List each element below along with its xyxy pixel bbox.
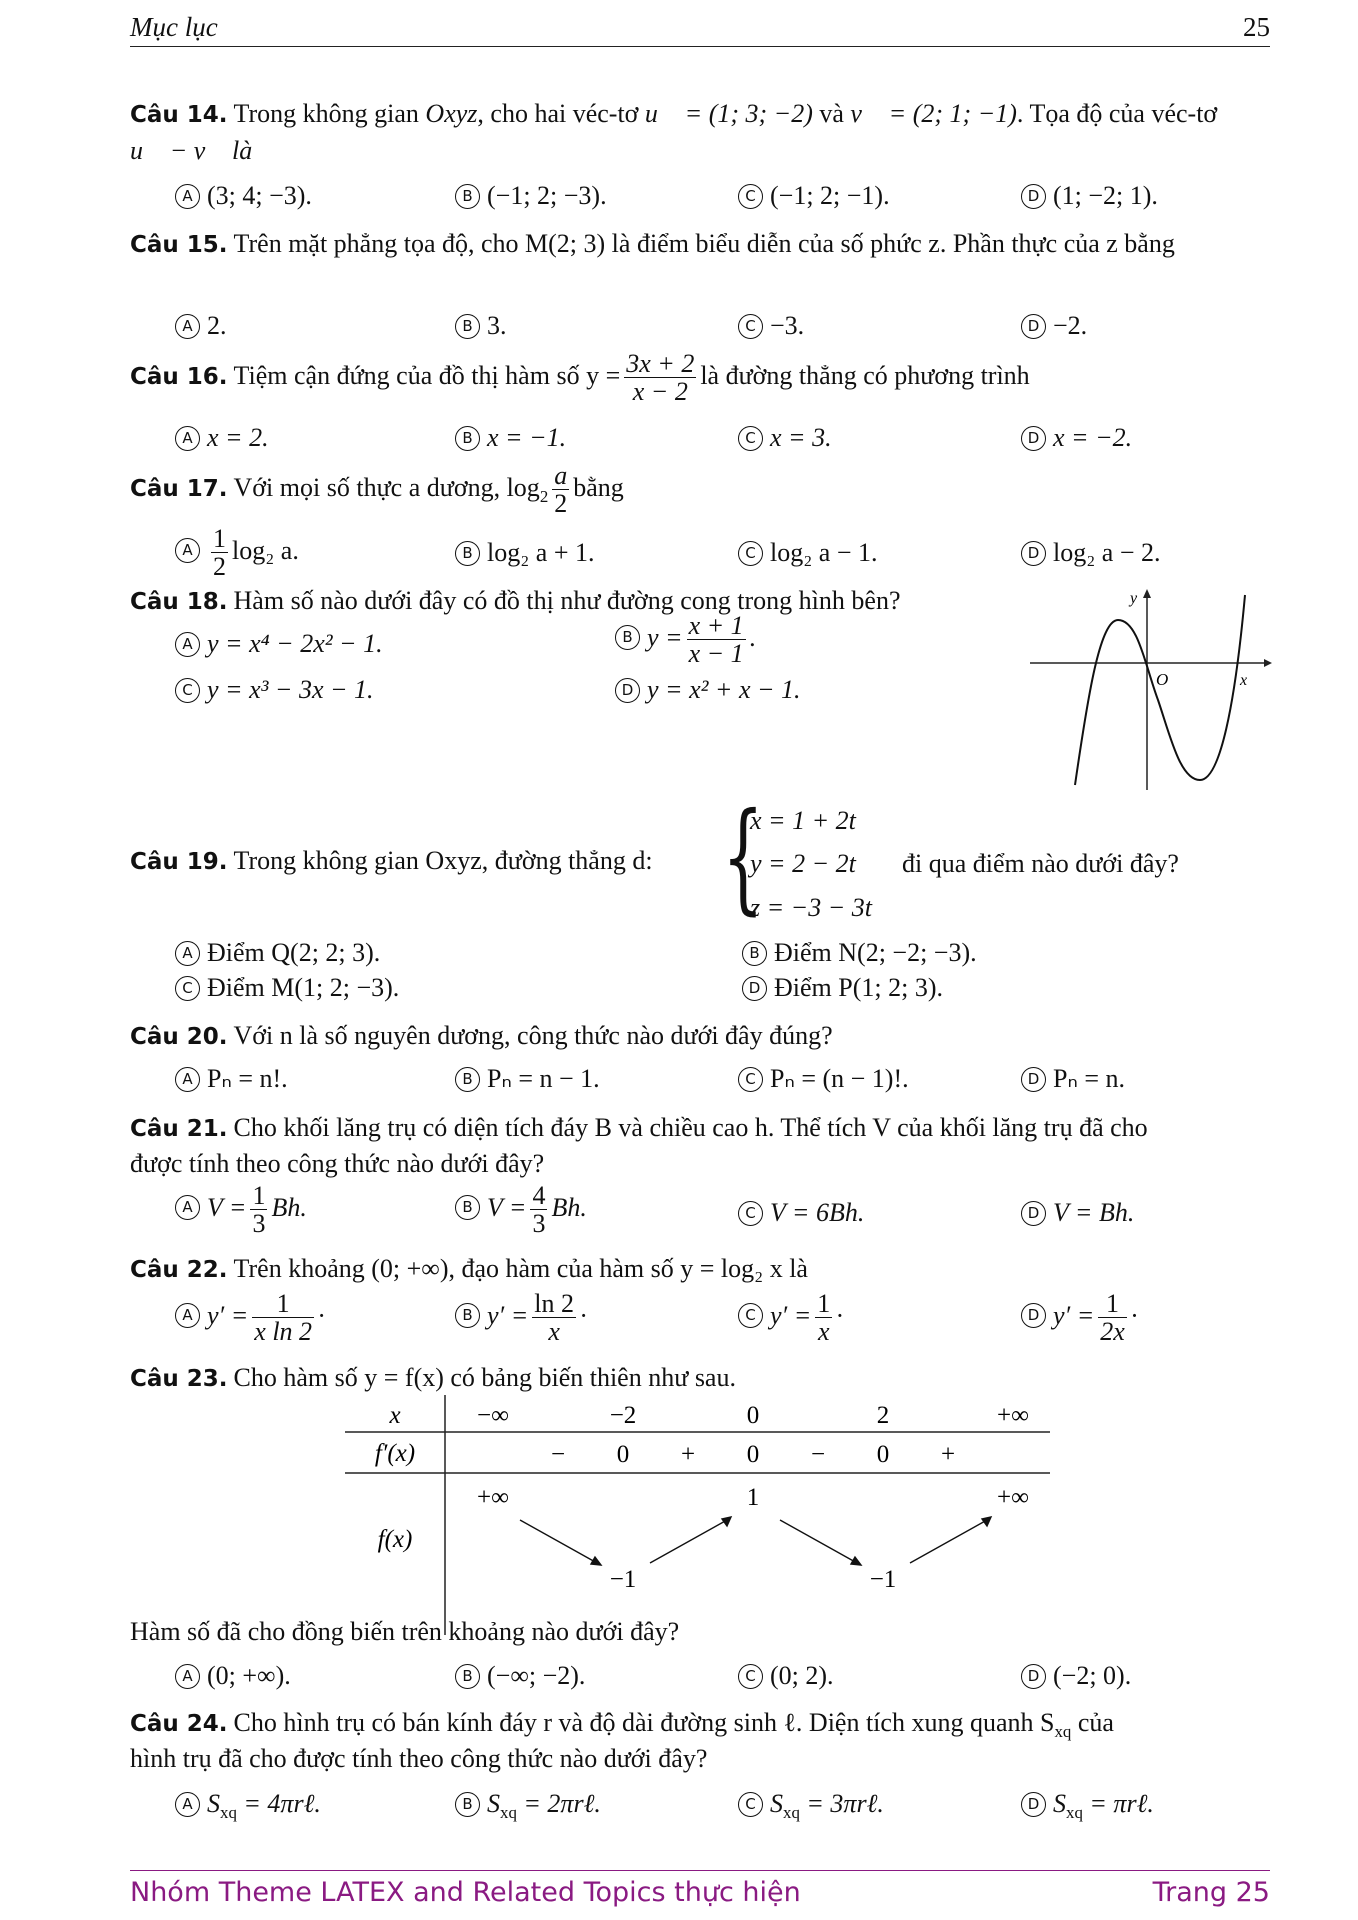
- f-bottom-2: −1: [869, 1566, 897, 1593]
- q15-option-a[interactable]: A 2.: [175, 310, 227, 341]
- footer-credit: Nhóm Theme LATEX and Related Topics thực hiện: [130, 1877, 801, 1908]
- q24-option-b[interactable]: B $S_{xq}$ = 2πrℓ.: [455, 1788, 601, 1823]
- cubic-graph-figure: [1030, 585, 1280, 790]
- q22-option-a[interactable]: A y′ = $\frac{1}{\text{x ln 2}}$ ·: [175, 1290, 325, 1346]
- q22-option-c[interactable]: C y′ = $\frac{1}{x}$ ·: [738, 1290, 843, 1346]
- question-16: Câu 16. Tiệm cận đứng của đồ thị hàm số y = $\frac{3x + 2}{x - 2}$ là đường thẳng có phương trình: [130, 349, 1030, 407]
- question-20: Câu 20. Với n là số nguyên dương, công thức nào dưới đây đúng?: [130, 1021, 833, 1050]
- q18-option-b[interactable]: B y = $\frac{x + 1}{x - 1}$ .: [615, 612, 756, 668]
- question-19: Câu 19. Trong không gian Oxyz, đường thẳng d:: [130, 846, 653, 875]
- x-axis-arrow: [1264, 659, 1272, 667]
- header-title: Mục lục: [130, 12, 218, 42]
- question-17: Câu 17. Với mọi số thực a dương, $\log_2$ $\frac{a}{2}$ bằng: [130, 461, 624, 519]
- q19-equation-3: z = −3 − 3t: [750, 893, 872, 922]
- page-header: [130, 10, 1270, 47]
- q18-option-a[interactable]: A y = x⁴ − 2x² − 1.: [175, 628, 383, 659]
- q16-option-c[interactable]: C x = 3.: [738, 422, 832, 453]
- cubic-curve: [1075, 595, 1248, 785]
- f-top-3: +∞: [997, 1484, 1029, 1511]
- q17-option-d[interactable]: D log₂ a − 2.: [1021, 537, 1161, 568]
- variation-table: [345, 1395, 1055, 1640]
- fprime-zero-2: 0: [746, 1441, 760, 1468]
- arrow-increase-2: [910, 1520, 987, 1563]
- q18-option-c[interactable]: C y = x³ − 3x − 1.: [175, 674, 374, 705]
- fprime-sign-3: −: [810, 1441, 826, 1468]
- y-axis-arrow: [1143, 589, 1151, 598]
- fprime-zero-3: 0: [876, 1441, 890, 1468]
- q20-option-c[interactable]: C Pₙ = (n − 1)!.: [738, 1063, 909, 1094]
- fprime-sign-2: +: [680, 1441, 696, 1468]
- q16-option-b[interactable]: B x = −1.: [455, 422, 566, 453]
- footer-page: Trang 25: [1152, 1877, 1270, 1908]
- q21-option-b[interactable]: B V = $\frac{4}{3}$ Bh.: [455, 1182, 587, 1238]
- question-23-prompt: Hàm số đã cho đồng biến trên khoảng nào dưới đây?: [130, 1617, 680, 1646]
- row-x-label: x: [389, 1402, 401, 1429]
- q20-option-d[interactable]: D Pₙ = n.: [1021, 1063, 1125, 1094]
- q20-option-b[interactable]: B Pₙ = n − 1.: [455, 1063, 600, 1094]
- question-23: Câu 23. Cho hàm số y = f(x) có bảng biến thiên như sau.: [130, 1363, 736, 1392]
- q24-option-c[interactable]: C $S_{xq}$ = 3πrℓ.: [738, 1788, 884, 1823]
- q14-option-b[interactable]: B (−1; 2; −3).: [455, 180, 607, 211]
- x-value-5: +∞: [997, 1402, 1029, 1429]
- question-24: Câu 24. Cho hình trụ có bán kính đáy r và độ dài đường sinh ℓ. Diện tích xung quanh $S_{xq}$ của: [130, 1708, 1114, 1742]
- arrow-increase-1: [650, 1520, 727, 1563]
- question-14-line2: u⃗ − v⃗ là: [130, 136, 253, 165]
- q21-option-a[interactable]: A V = $\frac{1}{3}$ Bh.: [175, 1182, 307, 1238]
- x-value-1: −∞: [477, 1402, 509, 1429]
- x-value-4: 2: [876, 1402, 890, 1429]
- q22-option-b[interactable]: B y′ = $\frac{\ln 2}{x}$ ·: [455, 1290, 587, 1346]
- arrow-decrease-2: [780, 1520, 857, 1563]
- q15-option-d[interactable]: D −2.: [1021, 310, 1087, 341]
- q18-option-d[interactable]: D y = x² + x − 1.: [615, 674, 801, 705]
- q20-option-a[interactable]: A Pₙ = n!.: [175, 1063, 288, 1094]
- q14-option-d[interactable]: D (1; −2; 1).: [1021, 180, 1158, 211]
- y-axis-label: y: [1130, 590, 1138, 607]
- header-page-number: 25: [1243, 12, 1270, 42]
- q16-fraction: $\frac{3x + 2}{x - 2}$: [626, 349, 695, 407]
- q22-option-d[interactable]: D y′ = $\frac{1}{2x}$ ·: [1021, 1290, 1137, 1346]
- fprime-zero-1: 0: [616, 1441, 630, 1468]
- q23-option-d[interactable]: D (−2; 0).: [1021, 1660, 1131, 1691]
- q17-option-c[interactable]: C log₂ a − 1.: [738, 537, 878, 568]
- fprime-sign-4: +: [940, 1441, 956, 1468]
- question-14: Câu 14. Trong không gian Oxyz, cho hai véc-tơ u⃗ = (1; 3; −2) và v⃗ = (2; 1; −1). Tọa độ của véc-tơ: [130, 99, 1218, 128]
- f-top-1: +∞: [477, 1484, 509, 1511]
- row-f-label: f(x): [377, 1526, 413, 1553]
- q15-option-b[interactable]: B 3.: [455, 310, 507, 341]
- question-22: Câu 22. Trên khoảng (0; +∞), đạo hàm của hàm số y = log₂ x là: [130, 1254, 808, 1283]
- q14-option-a[interactable]: A (3; 4; −3).: [175, 180, 312, 211]
- q21-option-d[interactable]: D V = Bh.: [1021, 1197, 1134, 1228]
- q19-option-d[interactable]: D Điểm P(1; 2; 3).: [742, 972, 943, 1003]
- question-21: Câu 21. Cho khối lăng trụ có diện tích đáy B và chiều cao h. Thể tích V của khối lăng trụ đã cho: [130, 1113, 1148, 1142]
- q19-option-b[interactable]: B Điểm N(2; −2; −3).: [742, 937, 977, 968]
- q19-equation-2: y = 2 − 2t: [750, 849, 856, 878]
- f-bottom-1: −1: [609, 1566, 637, 1593]
- question-21-line2: được tính theo công thức nào dưới đây?: [130, 1149, 545, 1178]
- q23-option-b[interactable]: B (−∞; −2).: [455, 1660, 585, 1691]
- q19-equation-1: x = 1 + 2t: [750, 806, 856, 835]
- question-18: Câu 18. Hàm số nào dưới đây có đồ thị như đường cong trong hình bên?: [130, 586, 901, 615]
- f-top-2: 1: [746, 1484, 760, 1511]
- x-value-2: −2: [609, 1402, 637, 1429]
- q15-option-c[interactable]: C −3.: [738, 310, 804, 341]
- q23-option-c[interactable]: C (0; 2).: [738, 1660, 834, 1691]
- q21-option-c[interactable]: C V = 6Bh.: [738, 1197, 864, 1228]
- x-axis-label: x: [1240, 672, 1248, 689]
- q19-option-c[interactable]: C Điểm M(1; 2; −3).: [175, 972, 399, 1003]
- q17-option-a[interactable]: A $\frac{1}{2}$ log₂ a.: [175, 525, 299, 581]
- q24-option-a[interactable]: A $S_{xq}$ = 4πrℓ.: [175, 1788, 321, 1823]
- q17-option-b[interactable]: B log₂ a + 1.: [455, 537, 595, 568]
- question-15: Câu 15. Trên mặt phẳng tọa độ, cho M(2; 3) là điểm biểu diễn của số phức z. Phần thực của z bằng: [130, 229, 1175, 258]
- question-19-end: đi qua điểm nào dưới đây?: [902, 849, 1179, 878]
- q16-option-d[interactable]: D x = −2.: [1021, 422, 1132, 453]
- q24-option-d[interactable]: D $S_{xq}$ = πrℓ.: [1021, 1788, 1154, 1823]
- page-footer: [130, 1870, 1270, 1908]
- arrow-decrease-1: [520, 1520, 597, 1563]
- x-value-3: 0: [746, 1402, 760, 1429]
- q16-option-a[interactable]: A x = 2.: [175, 422, 269, 453]
- question-24-line2: hình trụ đã cho được tính theo công thức nào dưới đây?: [130, 1744, 708, 1773]
- origin-label: O: [1156, 670, 1169, 689]
- system-brace: {: [722, 788, 764, 927]
- fprime-sign-1: −: [550, 1441, 566, 1468]
- q23-option-a[interactable]: A (0; +∞).: [175, 1660, 291, 1691]
- q19-option-a[interactable]: A Điểm Q(2; 2; 3).: [175, 937, 380, 968]
- q14-option-c[interactable]: C (−1; 2; −1).: [738, 180, 890, 211]
- row-fprime-label: f′(x): [374, 1440, 416, 1467]
